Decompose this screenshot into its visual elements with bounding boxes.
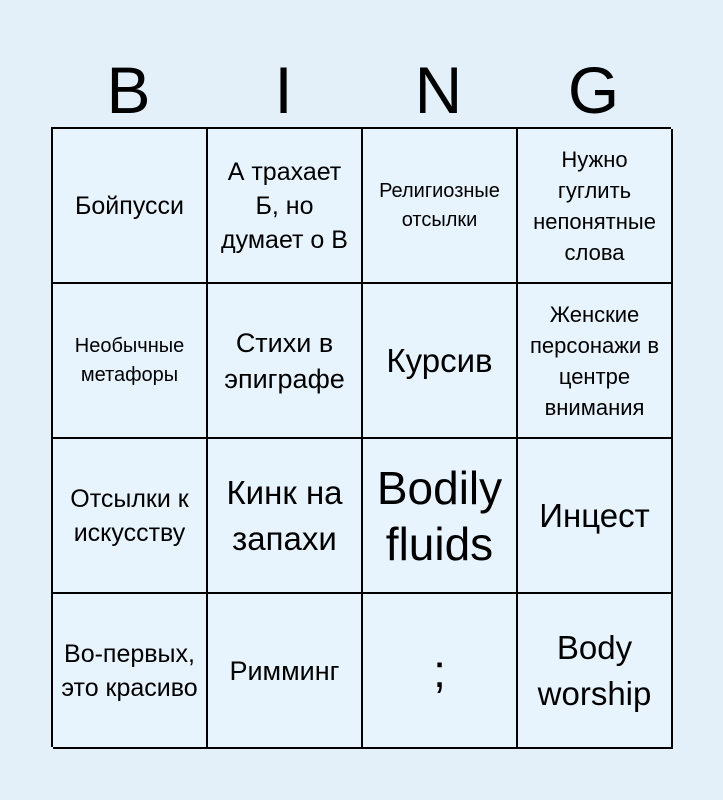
cell-text: Бойпусси bbox=[75, 191, 184, 220]
cell-text: ; bbox=[433, 644, 446, 697]
header-letter-i: I bbox=[274, 53, 293, 127]
cell-text: Религиозные отсылки bbox=[379, 179, 500, 231]
bingo-cell[interactable] bbox=[518, 129, 673, 284]
bingo-cell[interactable] bbox=[518, 594, 673, 749]
bingo-cell[interactable] bbox=[363, 284, 518, 439]
cell-text: Курсив bbox=[386, 341, 493, 379]
bingo-cell[interactable] bbox=[53, 129, 208, 284]
bingo-cell[interactable] bbox=[518, 284, 673, 439]
cell-text: Римминг bbox=[229, 655, 340, 686]
bingo-cell[interactable] bbox=[53, 594, 208, 749]
cell-text: Стихи в эпиграфе bbox=[224, 327, 345, 394]
bingo-grid bbox=[51, 127, 671, 747]
cell-text: Body worship bbox=[537, 628, 652, 712]
cell-text: А трахает Б, но думает о В bbox=[221, 157, 348, 254]
cell-text: Женские персонажи в центре внимания bbox=[529, 301, 660, 420]
header-letter-n: N bbox=[414, 53, 463, 127]
cell-text: Кинк на запахи bbox=[226, 473, 343, 557]
bingo-cell[interactable] bbox=[363, 594, 518, 749]
bingo-cell[interactable] bbox=[208, 594, 363, 749]
bingo-cell[interactable] bbox=[53, 284, 208, 439]
bingo-header bbox=[51, 52, 671, 128]
bingo-cell[interactable] bbox=[208, 284, 363, 439]
cell-text: Отсылки к искусству bbox=[70, 484, 189, 547]
cell-text: Нужно гуглить непонятные слова bbox=[533, 146, 656, 265]
bingo-cell[interactable] bbox=[208, 439, 363, 594]
cell-text: Во-первых, это красиво bbox=[61, 639, 198, 702]
bingo-cell[interactable] bbox=[363, 129, 518, 284]
cell-text: Bodily fluids bbox=[376, 461, 503, 570]
bingo-cell[interactable] bbox=[208, 129, 363, 284]
cell-text: Инцест bbox=[539, 496, 650, 534]
bingo-cell[interactable] bbox=[518, 439, 673, 594]
bingo-cell[interactable] bbox=[363, 439, 518, 594]
header-letter-b: B bbox=[106, 53, 151, 127]
header-letter-g: G bbox=[567, 53, 620, 127]
bingo-cell[interactable] bbox=[53, 439, 208, 594]
cell-text: Необычные метафоры bbox=[74, 334, 185, 386]
